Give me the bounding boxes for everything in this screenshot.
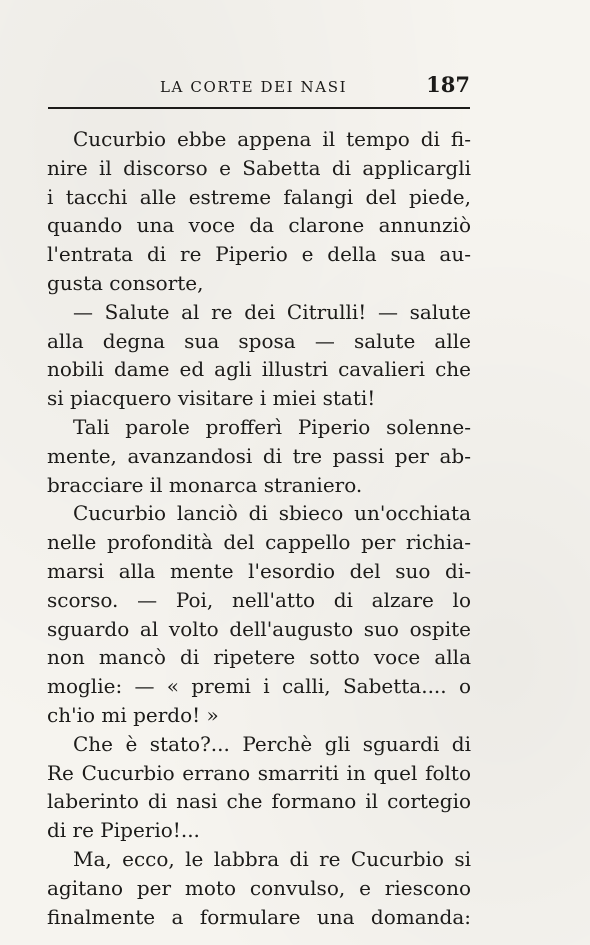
- running-title: LA CORTE DEI NASI: [160, 78, 348, 96]
- text-line: Che è stato?... Perchè gli sguardi di: [73, 731, 471, 756]
- text-line: quando una voce da clarone annunziò: [47, 213, 471, 238]
- text-line: l'entrata di re Piperio e della sua au-: [47, 242, 471, 267]
- text-line: gusta consorte,: [47, 270, 204, 295]
- text-line: Re Cucurbio errano smarriti in quel folto: [47, 760, 471, 785]
- body-text: [47, 125, 471, 931]
- text-line: Cucurbio ebbe appena il tempo di fi-: [73, 127, 471, 151]
- text-line: ch'io mi perdo! »: [47, 702, 219, 727]
- text-line: alla degna sua sposa — salute alle: [47, 328, 471, 353]
- text-line: mente, avanzandosi di tre passi per ab-: [47, 443, 471, 468]
- text-line: non mancò di ripetere sotto voce alla: [47, 645, 471, 670]
- text-line: di re Piperio!...: [47, 818, 200, 843]
- text-line: si piacquero visitare i miei stati!: [47, 386, 376, 411]
- text-line: Tali parole profferì Piperio solenne-: [73, 414, 471, 439]
- text-line: i tacchi alle estreme falangi del piede,: [47, 184, 471, 209]
- text-line: Ma, ecco, le labbra di re Cucurbio si: [73, 846, 471, 871]
- header-rule: [48, 107, 470, 109]
- text-line: sguardo al volto dell'augusto suo ospite: [47, 616, 471, 641]
- text-line: finalmente a formulare una domanda:: [47, 904, 471, 929]
- text-line: scorso. — Poi, nell'atto di alzare lo: [47, 587, 471, 612]
- text-line: marsi alla mente l'esordio del suo di-: [47, 558, 471, 583]
- text-line: nelle profondità del cappello per richia-: [47, 530, 471, 555]
- text-line: bracciare il monarca straniero.: [47, 472, 363, 497]
- text-line: laberinto di nasi che formano il cortegio: [47, 789, 471, 814]
- text-line: nobili dame ed agli illustri cavalieri che: [47, 357, 471, 382]
- text-line: — Salute al re dei Citrulli! — salute: [73, 299, 471, 324]
- text-line: moglie: — « premi i calli, Sabetta.... o: [47, 674, 471, 699]
- text-line: agitano per moto convulso, e riescono: [47, 875, 471, 900]
- page-header: [48, 72, 470, 102]
- text-line: Cucurbio lanciò di sbieco un'occhiata: [73, 501, 471, 526]
- page-number: 187: [426, 72, 470, 97]
- text-line: nire il discorso e Sabetta di applicargli: [47, 155, 471, 180]
